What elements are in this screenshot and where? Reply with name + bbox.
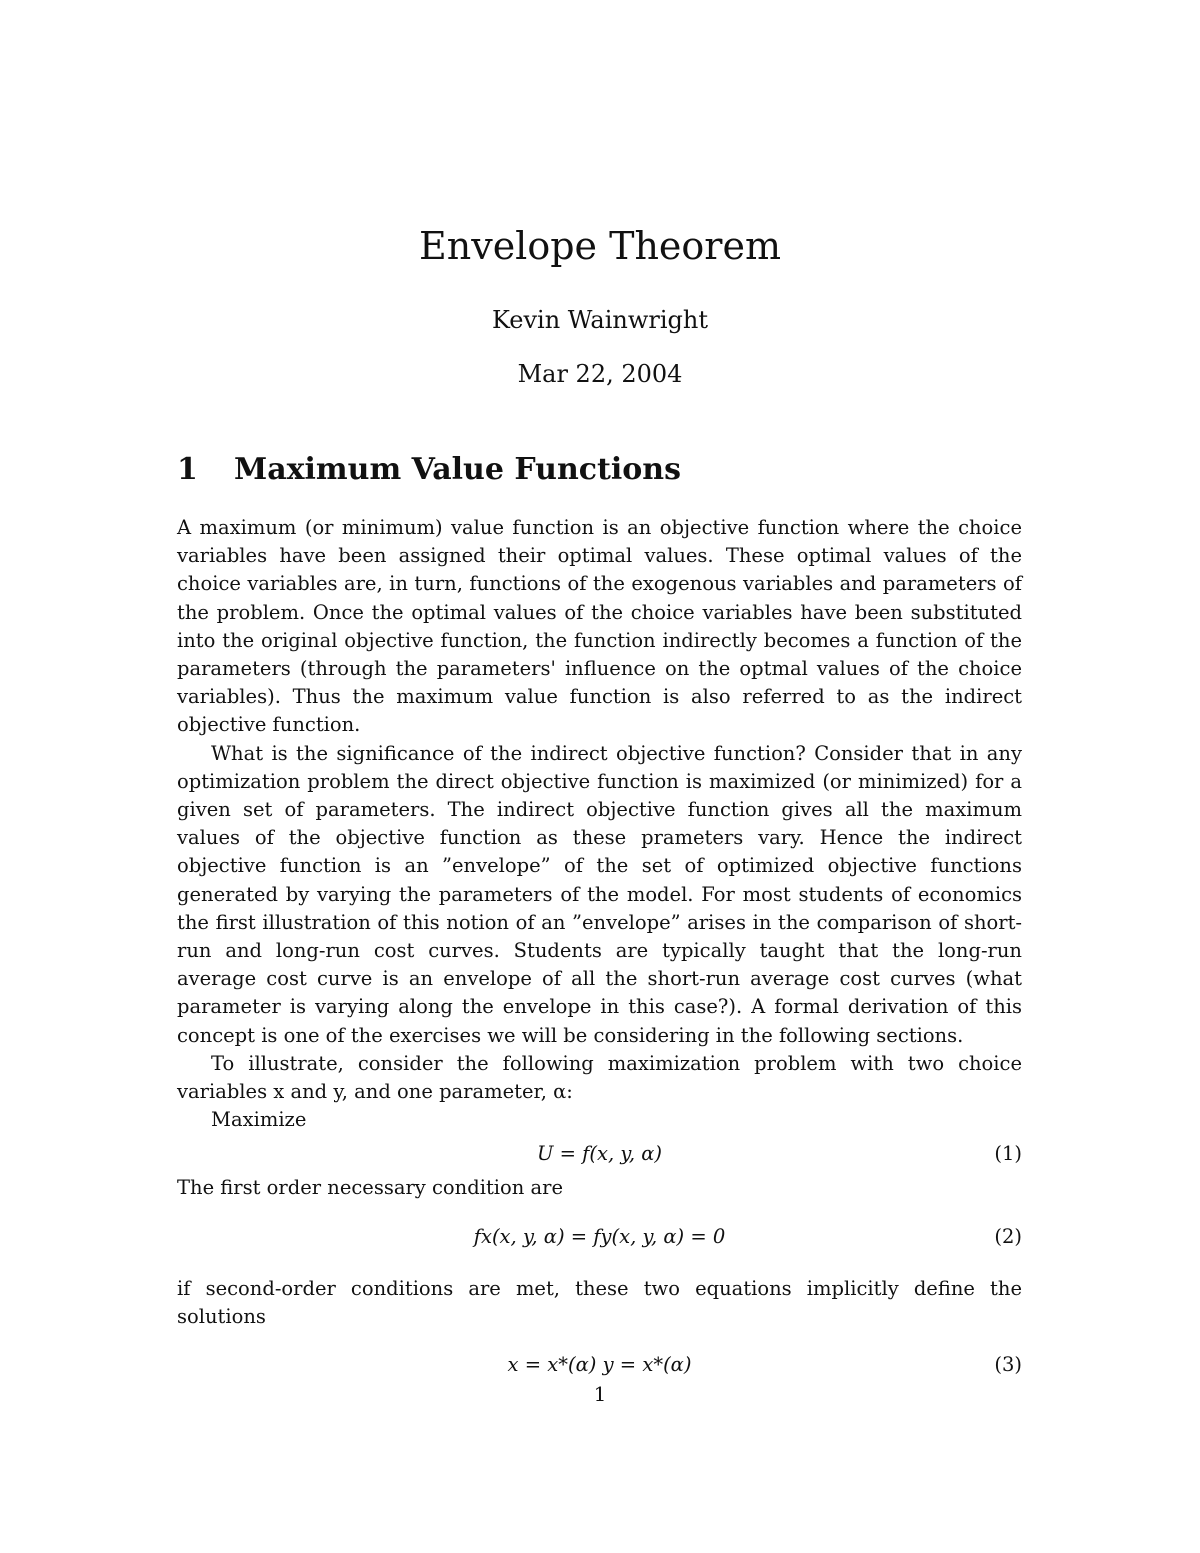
equation-expression: U = f(x, y, α) <box>537 1142 662 1166</box>
paper-title: Envelope Theorem <box>419 224 781 268</box>
equation-2 <box>177 1217 1022 1275</box>
equation-number: (3) <box>994 1353 1022 1377</box>
section-title: Maximum Value Functions <box>234 452 681 487</box>
section-heading <box>177 452 1027 487</box>
paragraph: if second-order conditions are met, these two equations implicitly define the solutions <box>177 1276 1022 1328</box>
paragraph: What is the significance of the indirect objective function? Consider that in any optimization problem the direct objective function is maximized (or minimized) for a given set of parameters. The indirect objective function gives all the maximum values of the objective function as these prameters vary. Hence the indirect objective function is an ”envelope” of the set of optimized objective functions generated by varying the parameters of the model. For most students of economics the first illustration of this notion of an ”envelope” arises in the comparison of short-run and long-run cost curves. Students are typically taught that the long-run average cost curve is an envelope of all the short-run average cost curves (what parameter is varying along the envelope in this case?). A formal derivation of this concept is one of the exercises we will be considering in the following sections. <box>177 741 1022 1047</box>
equation-number: (2) <box>994 1224 1022 1248</box>
publication-date: Mar 22, 2004 <box>517 360 683 388</box>
equation-1 <box>177 1134 1022 1174</box>
paragraph: Maximize <box>211 1108 307 1132</box>
equation-expression: fx(x, y, α) = fy(x, y, α) = 0 <box>473 1224 726 1248</box>
paragraph: A maximum (or minimum) value function is an objective function where the choice variables have been assigned their optimal values. These optimal values of the choice variables are, in turn, functions of the exogenous variables and parameters of the problem. Once the optimal values of the choice variables have been substituted into the original objective function, the function indirectly becomes a function of the parameters (through the parameters' influence on the optmal values of the choice variables). Thus the maximum value function is also referred to as the indirect objective function. <box>177 516 1022 737</box>
section-number: 1 <box>177 452 198 487</box>
equation-expression: x = x*(α) y = x*(α) <box>507 1353 692 1377</box>
author-name: Kevin Wainwright <box>492 306 708 334</box>
equation-number: (1) <box>994 1142 1022 1166</box>
page-number: 1 <box>593 1382 607 1406</box>
section-body <box>177 514 1022 1403</box>
paragraph: The first order necessary condition are <box>177 1176 564 1200</box>
paragraph: To illustrate, consider the following maximization problem with two choice variables x and y, and one parameter, α: <box>177 1051 1022 1104</box>
